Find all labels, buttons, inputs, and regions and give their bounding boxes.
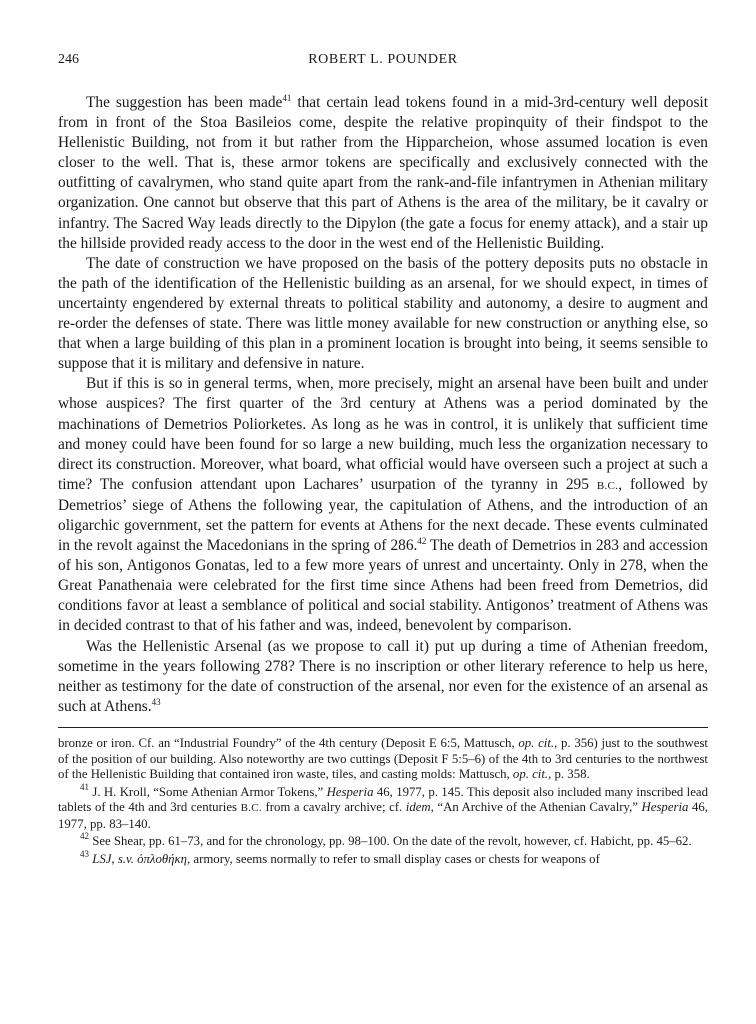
paragraph-1: The suggestion has been made$^{41}$ that certain lead tokens found in a mid-3rd-century well deposit from in front of the Stoa Basileios come, despite the relative propinquity of their findspot to the Hellenistic Building, not from it but rather from the Hipparcheion, whose assumed location is even closer to the well. That is, these armor tokens are specifically and exclusively connected with the outfitting of cavalrymen, who stand quite apart from the rank-and-file infantrymen in Athenian military organization. One cannot but observe that this part of Athens is the area of the military, be it cavalry or infantry. The Sacred Way leads directly to the Dipylon (the gate a focus for enemy attack), and a stair up the hillside provided ready access to the door in the west end of the Hellenistic Building. bbox=[58, 93, 708, 252]
greek-term: ὁπλοθήκη bbox=[137, 852, 188, 867]
paragraph-3: But if this is so in general terms, when, more precisely, might an arsenal have been built and under whose auspices? The first quarter of the 3rd century at Athens was a period dominated by the machinations of Demetrios Poliorketes. As long as he was in control, it is unlikely that sufficient time and money could have been found for so large a new building, much less the organization necessary to direct its construction. Moreover, what board, what official would have overseen such a project at such a time? The confusion attendant upon Lachares’ usurpation of the tyranny in 295 B.C., followed by Demetrios’ siege of Athens the following year, the capitulation of Athens, and the introduction of an oligarchic government, set the pattern for events at Athens for the next decade. These events culminated in the revolt against the Macedonians in the spring of 286.42 The death of Demetrios in 283 and accession of his son, Antigonos Gonatas, led to a few more years of unrest and uncertainty. Only in 278, when the Great Panathenaia were celebrated for the first time since Athens had been freed from Demetrios, did conditions favor at least a semblance of political and social stability. Antigonos’ treatment of Athens was in decided contrast to that of his father and was, indeed, benevolent by comparison. bbox=[58, 375, 708, 635]
running-title: ROBERT L. POUNDER bbox=[308, 52, 458, 67]
page-number: 246 bbox=[58, 52, 79, 67]
footnote-ref-41: 41 bbox=[282, 93, 292, 103]
footnote-continuation: bronze or iron. Cf. an “Industrial Foundry” of the 4th century (Deposit E 6:5, Mattusch, op. cit., p. 356) just to the southwest of the position of our building. Also noteworthy are two cuttings (Deposit F 5:5–6) of the 4th to 3rd centuries to the northwest of the Hellenistic Building that contained iron waste, tiles, and casting molds: Mattusch, op. cit., p. 358. bbox=[58, 735, 708, 782]
footnote-number: 42 bbox=[80, 831, 89, 842]
footnote-43: $^{43}$ LSJ, s.v. ὁπλοθήκη, armory, seems normally to refer to small display cases or chests for weapons of bbox=[80, 849, 600, 867]
footnote-ref-42: 42 bbox=[417, 536, 427, 547]
footnote-number: 43 bbox=[80, 849, 89, 860]
body-text bbox=[58, 93, 708, 717]
era-abbreviation: B.C. bbox=[596, 479, 619, 492]
footnote-ref-43: 43 bbox=[151, 696, 161, 707]
paragraph-4: Was the Hellenistic Arsenal (as we propose to call it) put up during a time of Athenian freedom, sometime in the years following 278? There is no inscription or other literary reference to help us here, neither as testimony for the date of construction of the arsenal, nor even for the existence of an arsenal as such at Athens.$^{43}$ bbox=[58, 637, 708, 715]
footnotes bbox=[58, 736, 708, 868]
footnote-42: $^{42}$ See Shear, pp. 61–73, and for the chronology, pp. 98–100. On the date of the revolt, however, cf. Habicht, pp. 45–62. bbox=[80, 831, 692, 849]
paragraph-2: The date of construction we have proposed on the basis of the pottery deposits puts no obstacle in the path of the identification of the Hellenistic building as an arsenal, for we should expect, in times of uncertainty engendered by external threats to political stability and autonomy, a desire to augment and re-order the defenses of state. There was little money available for new construction or anything else, so that when a large building of this plan in a prominent location is brought into being, it seems sensible to suppose that it is military and defensive in nature. bbox=[58, 254, 708, 373]
page bbox=[58, 52, 708, 868]
footnote-41: $^{41}$ J. H. Kroll, “Some Athenian Armor Tokens,” Hesperia 46, 1977, p. 145. This deposit also included many inscribed lead tablets of the 4th and 3rd centuries B.C. from a cavalry archive; cf. idem, “An Archive of the Athenian Cavalry,” Hesperia 46, 1977, pp. 83–140. bbox=[58, 781, 708, 831]
footnote-divider bbox=[58, 727, 708, 728]
running-head bbox=[58, 52, 708, 76]
footnote-number: 41 bbox=[80, 781, 89, 792]
